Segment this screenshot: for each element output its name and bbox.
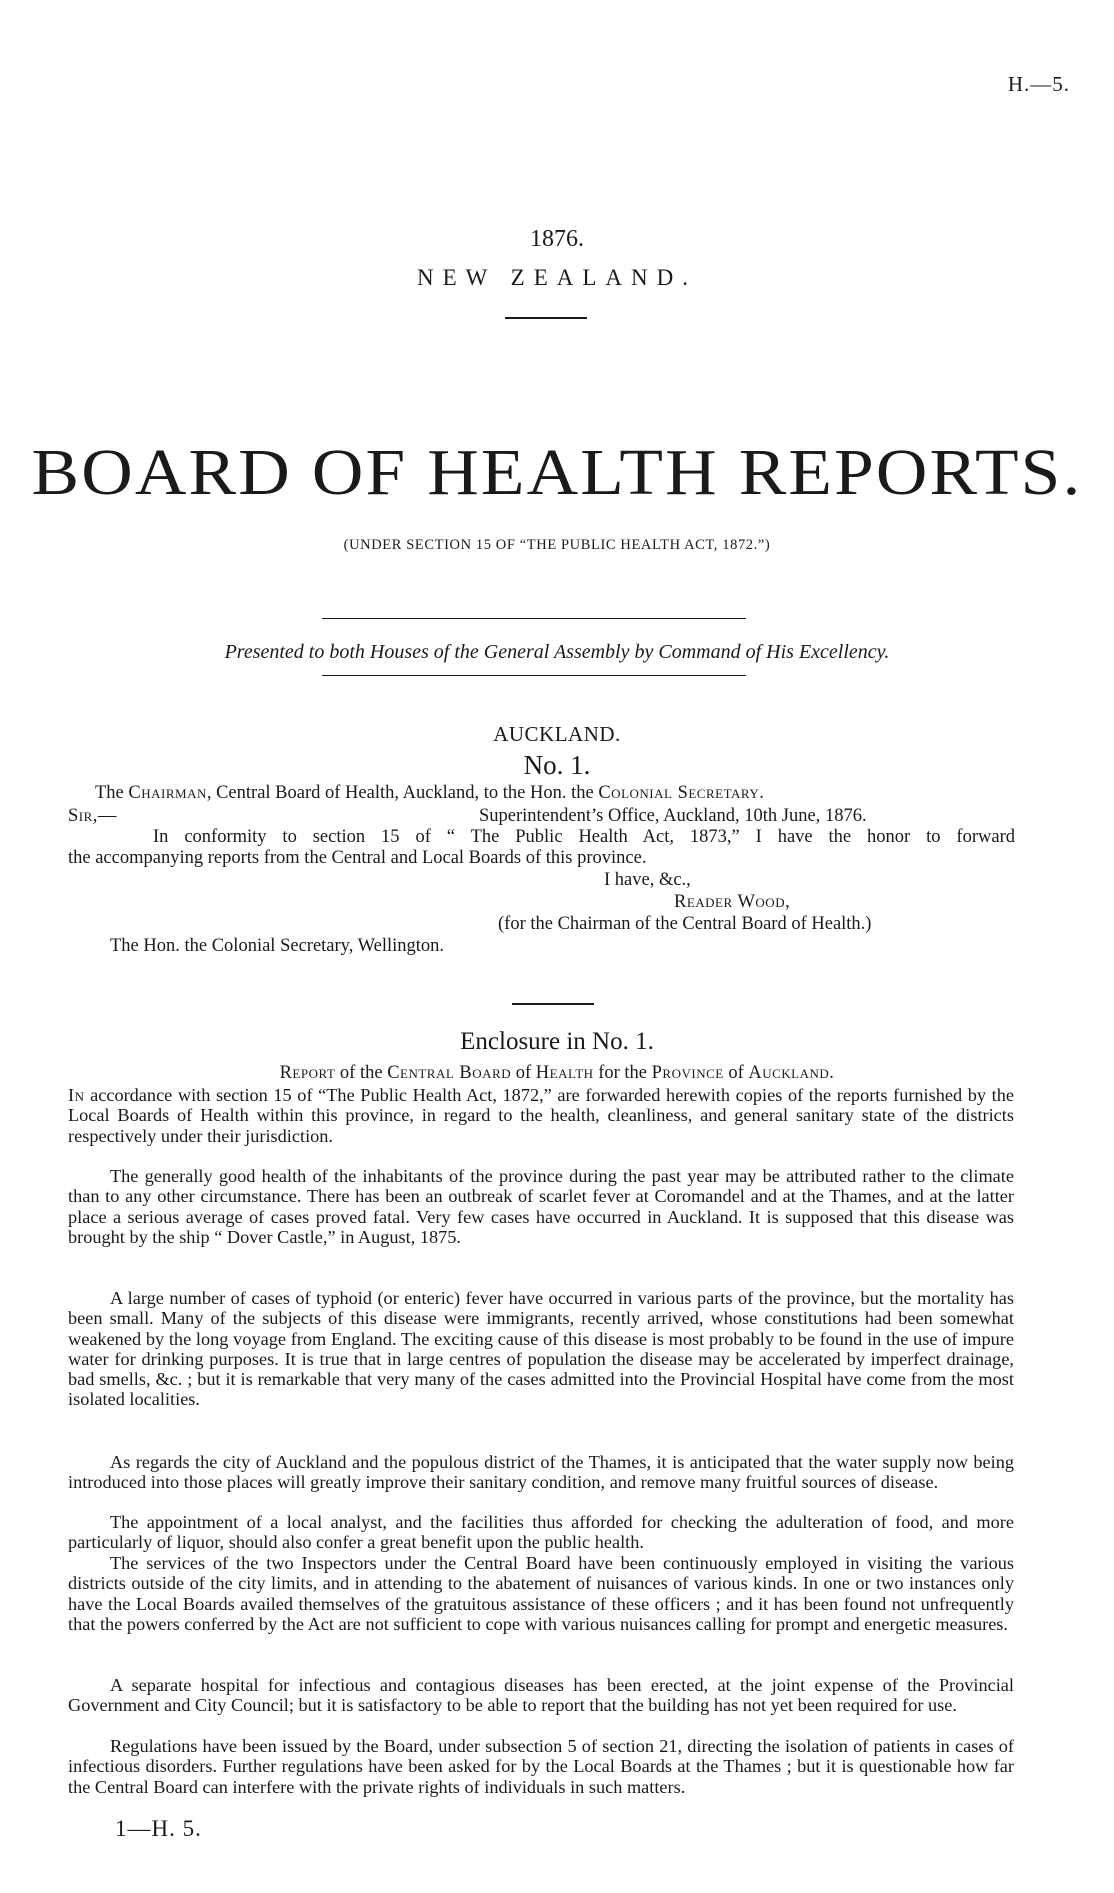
report-title-report: Report bbox=[279, 1063, 336, 1083]
paragraph-5-text: The appointment of a local analyst, and the facilities thus afforded for checking the adulteration of food, and more particularly of liquor, should also confer a great benefit upon the public health. bbox=[68, 1512, 1014, 1553]
report-title-of-2: of bbox=[511, 1063, 536, 1083]
from-to-middle: , Central Board of Health, Auckland, to the Hon. the bbox=[206, 783, 599, 803]
from-to-prefix: The bbox=[95, 783, 129, 803]
report-title-for-the: for the bbox=[593, 1063, 652, 1083]
presented-top-rule bbox=[322, 618, 746, 619]
letter-number: No. 1. bbox=[523, 750, 591, 780]
report-title-of-1: of the bbox=[335, 1063, 388, 1083]
from-to-line bbox=[95, 783, 764, 803]
paragraph-initial-word: In bbox=[68, 1085, 85, 1105]
country: NEW ZEALAND. bbox=[416, 265, 698, 290]
report-paragraph-8 bbox=[68, 1736, 1014, 1797]
report-paragraph-3 bbox=[68, 1288, 1014, 1410]
report-title-of-3: of bbox=[723, 1063, 749, 1083]
signature-title: (for the Chairman of the Central Board of Health.) bbox=[498, 914, 872, 934]
report-paragraph-5 bbox=[68, 1512, 1014, 1553]
paragraph-3-text: A large number of cases of typhoid (or enteric) fever have occurred in various parts of the province, but the mortality has been small. Many of the subjects of this disease were immigrants, recently arrived, whose constitutions had been somewhat weakened by the long voyage from England. The exciting cause of this disease is most probably to be found in the use of impure water for drinking purposes. It is true that in large centres of population the disease may be accelerated by imperfect drainage, bad smells, &c. ; but it is remarkable that very many of the cases admitted into the Provincial Hospital have come from the most isolated localities. bbox=[68, 1288, 1014, 1410]
printer-signature-mark: 1—H. 5. bbox=[115, 1816, 202, 1841]
presented-bottom-rule bbox=[322, 675, 746, 676]
secretary-title: Colonial Secretary. bbox=[598, 783, 765, 803]
report-paragraph-1 bbox=[68, 1085, 1014, 1146]
paragraph-8-text: Regulations have been issued by the Board, under subsection 5 of section 21, directing the isolation of patients in cases of infectious disorders. Further regulations have been asked for by the Local Boards at the Thames ; but it is questionable how far the Central Board can interfere with the private rights of individuals in such matters. bbox=[68, 1736, 1014, 1797]
enclosure-heading: Enclosure in No. 1. bbox=[460, 1028, 654, 1055]
document-code: H.—5. bbox=[1007, 72, 1070, 96]
place-heading: AUCKLAND. bbox=[493, 722, 621, 746]
letter-body-line-2: the accompanying reports from the Central and Local Boards of this province. bbox=[68, 848, 647, 868]
main-title: BOARD OF HEALTH REPORTS. bbox=[31, 436, 1083, 509]
letter-address: Superintendent’s Office, Auckland, 10th June, 1876. bbox=[479, 806, 867, 826]
subtitle: (UNDER SECTION 15 OF “THE PUBLIC HEALTH ACT, 1872.”) bbox=[343, 537, 771, 553]
report-title-central-board: Central Board bbox=[387, 1063, 512, 1083]
title-divider bbox=[505, 317, 587, 319]
report-paragraph-2 bbox=[68, 1166, 1014, 1247]
chairman-title: Chairman bbox=[128, 783, 207, 803]
salutation: Sir,— bbox=[68, 806, 117, 826]
report-paragraph-6 bbox=[68, 1553, 1014, 1634]
letter-signature: Reader Wood, bbox=[674, 892, 791, 912]
year: 1876. bbox=[530, 226, 584, 252]
letter-addressee: The Hon. the Colonial Secretary, Wellington. bbox=[110, 936, 445, 956]
enclosure-divider bbox=[512, 1003, 594, 1005]
paragraph-4-text: As regards the city of Auckland and the populous district of the Thames, it is anticipated that the water supply now being introduced into those places will greatly improve their sanitary condition, and remove many fruitful sources of disease. bbox=[68, 1452, 1014, 1493]
paragraph-2-text: The generally good health of the inhabitants of the province during the past year may be attributed rather to the climate than to any other circumstance. There has been an outbreak of scarlet fever at Coromandel and at the Thames, and at the latter place a serious average of cases proved fatal. Very few cases have occurred in Auckland. It is supposed that this disease was brought by the ship “ Dover Castle,” in August, 1875. bbox=[68, 1166, 1014, 1247]
report-title-auckland: Auckland. bbox=[748, 1063, 835, 1083]
paragraph-1-text: accordance with section 15 of “The Public Health Act, 1872,” are forwarded herewith copies of the reports furnished by the Local Boards of Health within this province, in regard to the health, cleanliness, and general sanitary state of the districts respectively under their jurisdiction. bbox=[68, 1085, 1014, 1146]
report-paragraph-4 bbox=[68, 1452, 1014, 1493]
report-paragraph-7 bbox=[68, 1675, 1014, 1716]
report-title-health: Health bbox=[535, 1063, 594, 1083]
report-title-province: Province bbox=[651, 1063, 724, 1083]
paragraph-6-text: The services of the two Inspectors under the Central Board have been continuously employed in visiting the various districts outside of the city limits, and in attending to the abatement of nuisances of various kinds. In one or two instances only have the Local Boards availed themselves of the gratuitous assistance of these officers ; and it has been found not unfrequently that the powers conferred by the Act are not sufficient to cope with various nuisances calling for prompt and energetic measures. bbox=[68, 1553, 1014, 1634]
letter-closing: I have, &c., bbox=[604, 870, 691, 890]
letter-body-line-1: In conformity to section 15 of “ The Public Health Act, 1873,” I have the honor to forward bbox=[153, 827, 1015, 847]
paragraph-7-text: A separate hospital for infectious and contagious diseases has been erected, at the joint expense of the Provincial Government and City Council; but it is satisfactory to be able to report that the building has not yet been required for use. bbox=[68, 1675, 1014, 1716]
presented-line: Presented to both Houses of the General Assembly by Command of His Excellency. bbox=[224, 641, 890, 663]
report-title bbox=[0, 1063, 1114, 1084]
